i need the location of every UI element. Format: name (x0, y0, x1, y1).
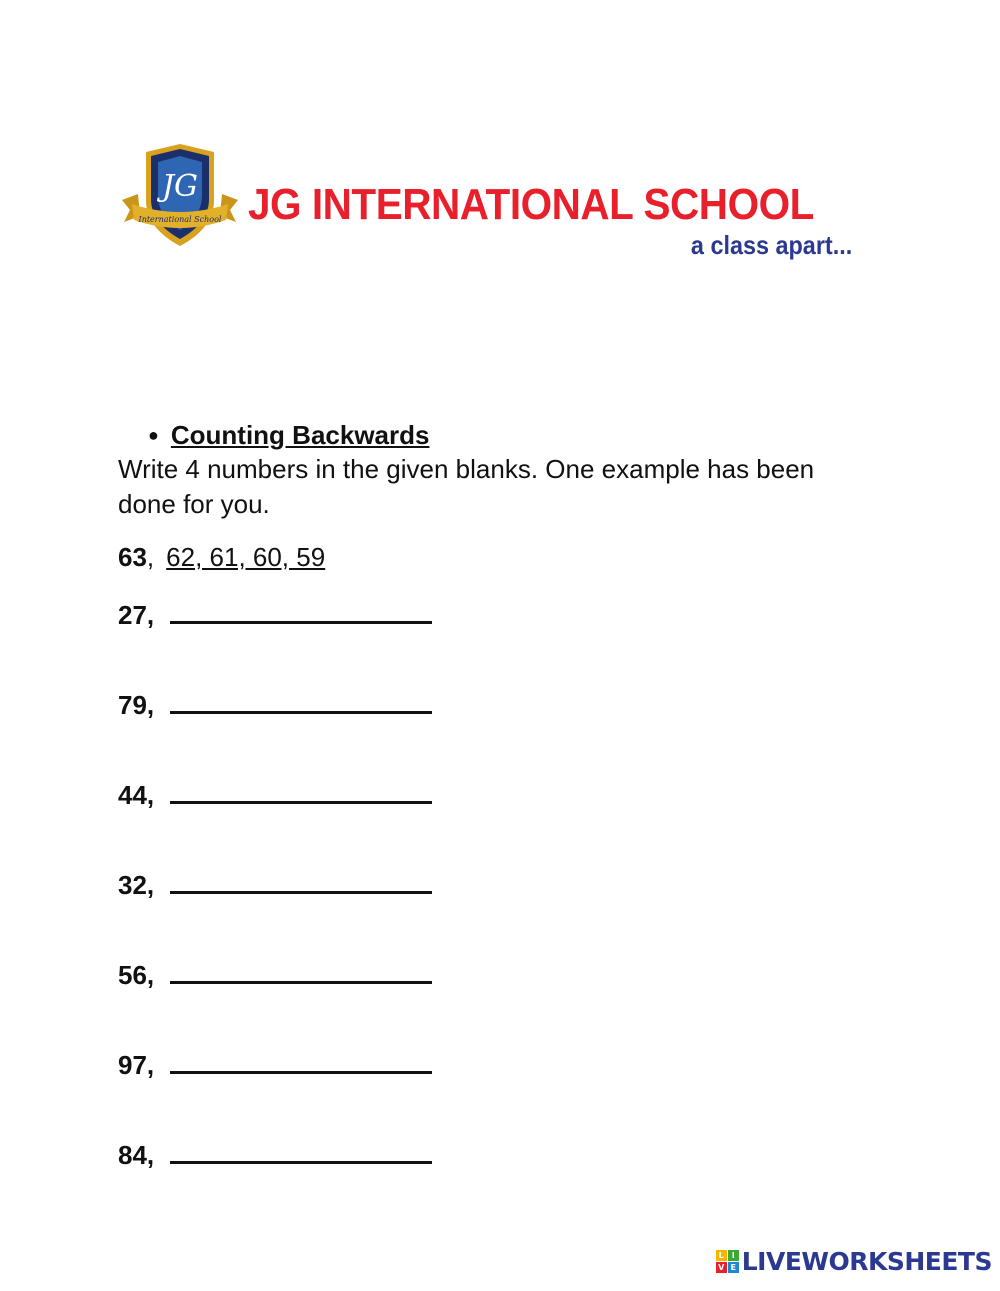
example-row (118, 542, 325, 573)
exercise-row (118, 689, 432, 721)
school-tagline: a class apart... (690, 230, 852, 260)
crest-monogram: JG (162, 169, 198, 204)
school-crest-logo (118, 142, 242, 254)
instructions-text: Write 4 numbers in the given blanks. One example has been done for you. (118, 454, 815, 519)
school-name: JG INTERNATIONAL SCHOOL (248, 180, 814, 229)
school-header (118, 142, 878, 262)
answer-blank[interactable] (170, 599, 432, 624)
answer-blank[interactable] (170, 1139, 432, 1164)
exercise-row (118, 959, 432, 991)
exercise-start-number: 56, (118, 960, 155, 990)
exercise-start-number: 97, (118, 1050, 155, 1080)
exercise-start-number: 27, (118, 600, 155, 630)
section-title: Counting Backwards (170, 420, 430, 450)
exercise-start-number: 84, (118, 1140, 155, 1170)
crest-text: International School (138, 215, 222, 224)
exercise-row (118, 779, 432, 811)
example-start-number: 63 (118, 542, 147, 572)
liveworksheets-brand: LIVEWORKSHEETS (741, 1246, 992, 1276)
liveworksheets-blocks-icon: L I V E (716, 1250, 739, 1273)
example-separator: , (146, 542, 155, 572)
answer-blank[interactable] (170, 959, 432, 984)
exercise-start-number: 32, (118, 870, 155, 900)
exercise-row (118, 1049, 432, 1081)
answer-blank[interactable] (170, 869, 432, 894)
answer-blank[interactable] (170, 689, 432, 714)
bullet-icon: ● (148, 425, 159, 445)
example-answers: 62, 61, 60, 59 (166, 542, 326, 572)
exercise-start-number: 44, (118, 780, 155, 810)
exercise-row (118, 599, 432, 631)
exercise-row (118, 1139, 432, 1171)
answer-blank[interactable] (170, 779, 432, 804)
exercise-start-number: 79, (118, 690, 155, 720)
liveworksheets-logo (716, 1247, 992, 1275)
answer-blank[interactable] (170, 1049, 432, 1074)
exercise-row (118, 869, 432, 901)
section-heading (148, 420, 429, 451)
